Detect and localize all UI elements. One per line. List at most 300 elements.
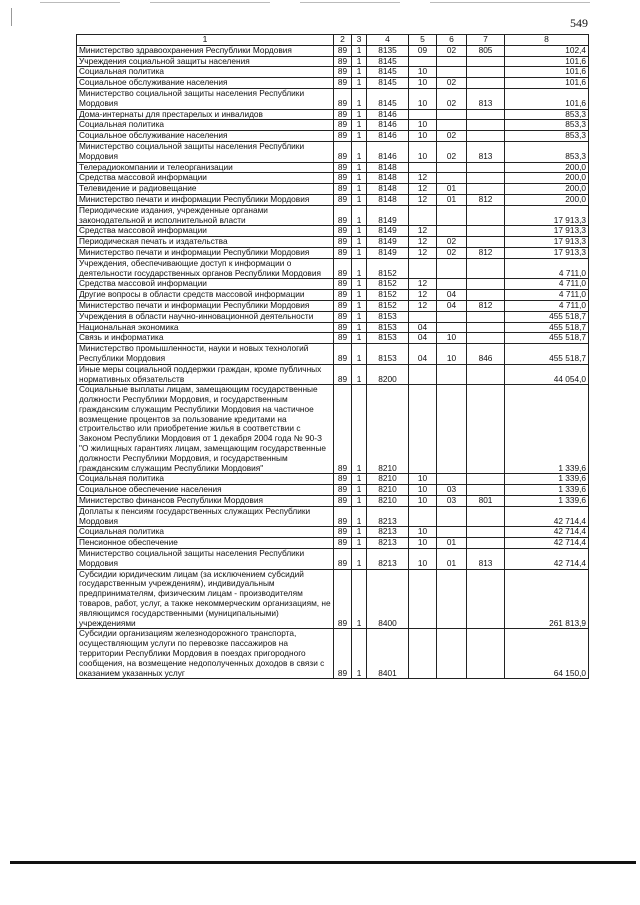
row-code-subsection: 01 [437,194,467,205]
row-amount: 200,0 [505,184,589,195]
row-code-subsection [437,279,467,290]
row-amount: 1 339,6 [505,485,589,496]
row-code-ministry: 813 [467,88,505,109]
row-code-section: 12 [409,173,437,184]
row-code-2: 89 [334,279,352,290]
row-code-section: 12 [409,184,437,195]
row-code-target: 8145 [367,78,409,89]
row-code-subsection: 02 [437,237,467,248]
row-code-3: 1 [352,173,367,184]
row-amount: 455 518,7 [505,322,589,333]
row-code-ministry [467,258,505,279]
row-amount: 17 913,3 [505,226,589,237]
row-code-subsection [437,67,467,78]
row-code-target: 8148 [367,194,409,205]
row-name: Социальное обслуживание населения [77,131,334,142]
row-code-2: 89 [334,78,352,89]
row-code-target: 8145 [367,56,409,67]
table-row [77,173,589,184]
row-amount: 1 339,6 [505,496,589,507]
row-code-ministry [467,474,505,485]
row-code-3: 1 [352,279,367,290]
row-amount: 4 711,0 [505,279,589,290]
row-code-2: 89 [334,162,352,173]
row-code-target: 8153 [367,322,409,333]
table-row [77,569,589,629]
row-code-ministry [467,67,505,78]
row-code-subsection [437,474,467,485]
row-name: Министерство социальной защиты населения Республики Мордовия [77,549,334,570]
row-code-3: 1 [352,226,367,237]
row-code-section [409,109,437,120]
row-code-2: 89 [334,194,352,205]
row-code-target: 8148 [367,162,409,173]
row-name: Социальные выплаты лицам, замещающим государственные должности Республики Мордовия, и государственным гражданским служащим Республики Мордовия на частичное возмещение процентов за пользование кредитами на строительство или приобретение жилья в соответствии с Законом Республики Мордовия от 1 декабря 2004 года № 90-З "О жилищных гарантиях лицам, замещающим государственные должности Республики Мордовия, и государственным гражданским служащим Республики Мордовия" [77,385,334,474]
table-row [77,333,589,344]
table-row [77,506,589,527]
row-code-ministry: 812 [467,247,505,258]
row-code-target: 8153 [367,333,409,344]
row-name: Министерство промышленности, науки и новых технологий Республики Мордовия [77,344,334,365]
row-amount: 4 711,0 [505,300,589,311]
budget-table [76,34,589,679]
row-code-section [409,162,437,173]
row-code-3: 1 [352,194,367,205]
row-code-subsection [437,311,467,322]
row-code-section [409,569,437,629]
row-code-subsection: 10 [437,344,467,365]
row-code-ministry [467,385,505,474]
row-name: Министерство печати и информации Республики Мордовия [77,247,334,258]
row-name: Телерадиокомпании и телеорганизации [77,162,334,173]
row-code-section: 10 [409,485,437,496]
row-code-ministry [467,173,505,184]
row-code-subsection: 02 [437,131,467,142]
row-amount: 101,6 [505,56,589,67]
row-code-subsection [437,322,467,333]
row-name: Периодическая печать и издательства [77,237,334,248]
row-code-section: 10 [409,88,437,109]
row-code-subsection [437,109,467,120]
table-row [77,141,589,162]
row-code-target: 8145 [367,67,409,78]
table-row [77,527,589,538]
row-code-target: 8149 [367,237,409,248]
row-code-2: 89 [334,569,352,629]
row-code-3: 1 [352,322,367,333]
row-name: Периодические издания, учрежденные органами законодательной и исполнительной власти [77,205,334,226]
row-name: Министерство социальной защиты населения Республики Мордовия [77,141,334,162]
row-code-3: 1 [352,67,367,78]
row-code-2: 89 [334,184,352,195]
table-row [77,485,589,496]
row-name: Социальная политика [77,67,334,78]
row-code-2: 89 [334,322,352,333]
row-code-section: 12 [409,194,437,205]
row-code-subsection: 02 [437,45,467,56]
row-code-3: 1 [352,549,367,570]
row-name: Субсидии юридическим лицам (за исключением субсидий государственным учреждениям), индивидуальным предпринимателям, физическим лицам - производителям товаров, работ, услуг, а также некоммерческим организациям, не являющимся государственными (муниципальными) учреждениями [77,569,334,629]
row-code-section [409,56,437,67]
row-code-target: 8149 [367,247,409,258]
row-amount: 200,0 [505,162,589,173]
row-code-ministry [467,538,505,549]
row-code-section [409,506,437,527]
table-row [77,67,589,78]
row-amount: 17 913,3 [505,205,589,226]
row-code-3: 1 [352,485,367,496]
table-header-row [77,35,589,46]
row-code-target: 8146 [367,120,409,131]
row-code-2: 89 [334,496,352,507]
row-name: Телевидение и радиовещание [77,184,334,195]
row-code-2: 89 [334,258,352,279]
row-amount: 853,3 [505,141,589,162]
row-code-section: 12 [409,290,437,301]
row-name: Учреждения социальной защиты населения [77,56,334,67]
row-code-subsection [437,385,467,474]
row-name: Средства массовой информации [77,173,334,184]
table-row [77,322,589,333]
row-amount: 42 714,4 [505,506,589,527]
row-code-section: 12 [409,300,437,311]
row-code-subsection: 04 [437,290,467,301]
table-row [77,549,589,570]
row-code-ministry: 801 [467,496,505,507]
row-code-3: 1 [352,311,367,322]
row-code-2: 89 [334,237,352,248]
row-code-subsection: 10 [437,333,467,344]
table-row [77,496,589,507]
row-code-ministry [467,506,505,527]
row-code-section: 09 [409,45,437,56]
row-code-target: 8153 [367,311,409,322]
row-code-subsection [437,364,467,385]
row-amount: 17 913,3 [505,247,589,258]
table-row [77,474,589,485]
column-header: 4 [367,35,409,46]
row-name: Социальная политика [77,120,334,131]
table-row [77,538,589,549]
row-name: Учреждения, обеспечивающие доступ к информации о деятельности государственных органов Республики Мордовия [77,258,334,279]
row-code-2: 89 [334,120,352,131]
table-row [77,247,589,258]
row-code-2: 89 [334,290,352,301]
row-amount: 853,3 [505,109,589,120]
row-code-subsection: 02 [437,88,467,109]
row-code-ministry: 812 [467,194,505,205]
row-code-ministry: 813 [467,549,505,570]
row-code-ministry [467,322,505,333]
page-number: 549 [570,16,588,30]
row-code-ministry [467,569,505,629]
row-code-3: 1 [352,120,367,131]
row-code-3: 1 [352,290,367,301]
row-code-ministry [467,527,505,538]
row-code-2: 89 [334,333,352,344]
row-code-3: 1 [352,538,367,549]
row-code-section [409,258,437,279]
row-code-2: 89 [334,226,352,237]
row-code-subsection [437,120,467,131]
row-code-3: 1 [352,506,367,527]
column-header: 3 [352,35,367,46]
row-code-3: 1 [352,131,367,142]
row-code-subsection: 02 [437,78,467,89]
table-row [77,344,589,365]
row-name: Доплаты к пенсиям государственных служащих Республики Мордовия [77,506,334,527]
row-code-section [409,385,437,474]
row-code-2: 89 [334,364,352,385]
row-amount: 102,4 [505,45,589,56]
row-code-ministry [467,629,505,679]
row-code-3: 1 [352,300,367,311]
row-code-section: 10 [409,474,437,485]
row-code-subsection: 03 [437,485,467,496]
row-amount: 42 714,4 [505,549,589,570]
table-row [77,109,589,120]
column-header: 5 [409,35,437,46]
row-code-subsection: 03 [437,496,467,507]
row-code-2: 89 [334,131,352,142]
row-code-3: 1 [352,141,367,162]
row-name: Учреждения в области научно-инновационной деятельности [77,311,334,322]
table-row [77,311,589,322]
table-row [77,78,589,89]
row-code-2: 89 [334,109,352,120]
row-code-3: 1 [352,569,367,629]
row-code-target: 8152 [367,279,409,290]
row-code-3: 1 [352,184,367,195]
row-amount: 853,3 [505,131,589,142]
row-code-target: 8213 [367,527,409,538]
column-header: 8 [505,35,589,46]
table-row [77,629,589,679]
row-code-2: 89 [334,344,352,365]
row-code-subsection [437,173,467,184]
table-row [77,205,589,226]
row-code-section: 04 [409,344,437,365]
row-code-3: 1 [352,78,367,89]
row-code-target: 8146 [367,109,409,120]
row-code-2: 89 [334,527,352,538]
row-code-section: 12 [409,237,437,248]
column-header: 7 [467,35,505,46]
row-name: Связь и информатика [77,333,334,344]
row-amount: 455 518,7 [505,333,589,344]
row-code-section: 12 [409,279,437,290]
row-code-target: 8401 [367,629,409,679]
row-code-section: 10 [409,78,437,89]
row-amount: 101,6 [505,67,589,78]
row-code-ministry [467,333,505,344]
row-code-2: 89 [334,56,352,67]
row-code-section: 10 [409,527,437,538]
row-amount: 44 054,0 [505,364,589,385]
row-code-3: 1 [352,364,367,385]
table-row [77,237,589,248]
row-amount: 4 711,0 [505,290,589,301]
row-code-2: 89 [334,247,352,258]
row-code-target: 8146 [367,131,409,142]
row-code-2: 89 [334,45,352,56]
row-code-ministry: 812 [467,300,505,311]
row-amount: 101,6 [505,78,589,89]
row-code-subsection [437,226,467,237]
row-code-ministry [467,131,505,142]
row-code-ministry [467,311,505,322]
row-code-2: 89 [334,88,352,109]
row-amount: 853,3 [505,120,589,131]
row-code-target: 8210 [367,385,409,474]
row-code-3: 1 [352,45,367,56]
row-name: Министерство печати и информации Республики Мордовия [77,300,334,311]
row-code-ministry [467,485,505,496]
row-code-target: 8210 [367,485,409,496]
scan-edge-mark [11,8,12,26]
row-code-section: 10 [409,120,437,131]
row-code-ministry [467,226,505,237]
row-code-subsection [437,162,467,173]
row-code-ministry: 846 [467,344,505,365]
row-code-ministry: 805 [467,45,505,56]
row-code-section: 10 [409,141,437,162]
row-code-3: 1 [352,496,367,507]
scan-top-edge [0,0,640,6]
row-code-target: 8148 [367,173,409,184]
row-code-section: 10 [409,538,437,549]
row-code-3: 1 [352,258,367,279]
row-name: Иные меры социальной поддержки граждан, кроме публичных нормативных обязательств [77,364,334,385]
row-name: Социальная политика [77,527,334,538]
row-code-2: 89 [334,485,352,496]
table-row [77,226,589,237]
row-code-3: 1 [352,474,367,485]
table-row [77,56,589,67]
row-code-section: 10 [409,496,437,507]
row-code-2: 89 [334,629,352,679]
row-code-3: 1 [352,162,367,173]
row-code-ministry [467,205,505,226]
column-header: 2 [334,35,352,46]
page-bottom-rule [10,861,636,864]
row-name: Министерство финансов Республики Мордовия [77,496,334,507]
row-code-3: 1 [352,629,367,679]
row-code-target: 8149 [367,205,409,226]
row-amount: 1 339,6 [505,474,589,485]
table-row [77,300,589,311]
row-code-target: 8135 [367,45,409,56]
row-name: Социальное обеспечение населения [77,485,334,496]
column-header: 1 [77,35,334,46]
row-code-target: 8145 [367,88,409,109]
row-code-subsection: 04 [437,300,467,311]
row-code-subsection: 01 [437,549,467,570]
row-code-3: 1 [352,344,367,365]
table-row [77,279,589,290]
row-amount: 455 518,7 [505,311,589,322]
row-code-3: 1 [352,205,367,226]
row-code-ministry [467,237,505,248]
row-code-2: 89 [334,385,352,474]
row-code-2: 89 [334,300,352,311]
table-body [77,45,589,679]
row-code-section: 04 [409,333,437,344]
row-code-ministry [467,162,505,173]
row-code-target: 8149 [367,226,409,237]
table-row [77,258,589,279]
row-code-2: 89 [334,67,352,78]
row-code-section: 10 [409,549,437,570]
table-row [77,131,589,142]
row-code-2: 89 [334,311,352,322]
row-code-2: 89 [334,538,352,549]
row-code-section [409,311,437,322]
row-code-3: 1 [352,88,367,109]
row-code-section [409,629,437,679]
row-amount: 42 714,4 [505,527,589,538]
table-row [77,88,589,109]
row-amount: 200,0 [505,194,589,205]
row-code-subsection: 01 [437,538,467,549]
row-code-section: 12 [409,247,437,258]
row-name: Социальное обслуживание населения [77,78,334,89]
table-row [77,385,589,474]
row-code-target: 8200 [367,364,409,385]
row-name: Социальная политика [77,474,334,485]
row-code-target: 8400 [367,569,409,629]
row-code-3: 1 [352,56,367,67]
row-code-target: 8210 [367,496,409,507]
row-code-section [409,205,437,226]
row-code-target: 8213 [367,506,409,527]
row-name: Министерство здравоохранения Республики Мордовия [77,45,334,56]
row-name: Министерство печати и информации Республики Мордовия [77,194,334,205]
table-row [77,290,589,301]
row-code-section: 10 [409,67,437,78]
table-row [77,194,589,205]
row-code-2: 89 [334,173,352,184]
row-amount: 64 150,0 [505,629,589,679]
table-row [77,364,589,385]
row-amount: 4 711,0 [505,258,589,279]
row-code-3: 1 [352,385,367,474]
row-code-2: 89 [334,506,352,527]
row-code-2: 89 [334,474,352,485]
row-amount: 200,0 [505,173,589,184]
row-amount: 101,6 [505,88,589,109]
table-row [77,120,589,131]
row-code-subsection [437,629,467,679]
row-code-target: 8152 [367,258,409,279]
row-code-3: 1 [352,333,367,344]
row-amount: 455 518,7 [505,344,589,365]
row-code-subsection: 01 [437,184,467,195]
row-code-target: 8153 [367,344,409,365]
row-name: Национальная экономика [77,322,334,333]
row-code-subsection [437,527,467,538]
row-name: Средства массовой информации [77,279,334,290]
row-code-ministry [467,56,505,67]
row-code-ministry [467,120,505,131]
row-code-3: 1 [352,237,367,248]
row-code-ministry [467,290,505,301]
row-code-target: 8213 [367,549,409,570]
row-name: Субсидии организациям железнодорожного транспорта, осуществляющим услуги по перевозке пассажиров на территории Республики Мордовия в поездах пригородного сообщения, на возмещение недополученных доходов в связи с оказанием указанных услуг [77,629,334,679]
row-code-2: 89 [334,549,352,570]
row-code-ministry [467,78,505,89]
row-code-subsection: 02 [437,141,467,162]
